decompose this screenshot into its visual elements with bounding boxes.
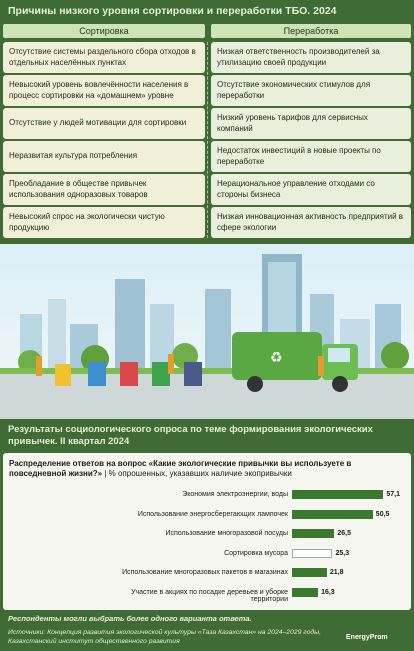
bar-category-label: Участие в акциях по посадке деревьев и уборке территории xyxy=(131,588,288,603)
bar-value-label: 21,8 xyxy=(329,569,344,576)
bar-value-label: 16,3 xyxy=(321,588,335,596)
bar xyxy=(292,510,373,519)
bar-category-label: Использование энергосберегающих лампочек xyxy=(137,510,288,518)
question-bold: Распределение ответов на вопрос «Какие экологические привычки вы используете в повседневной жизни?» xyxy=(9,459,352,478)
bar xyxy=(292,529,334,538)
energyprom-logo: EnergyProm xyxy=(346,634,388,641)
bar-category-label: Использование многоразовой посуды xyxy=(165,530,288,537)
bar-value-label: 26,5 xyxy=(337,530,352,537)
sorting-reason: Невысокий уровень вовлечённости населения в процесс сортировки на «домашнем» уровне xyxy=(3,75,205,106)
survey-question xyxy=(9,459,405,479)
sorting-reason: Невысокий спрос на экологически чистую продукцию xyxy=(3,207,205,238)
bar xyxy=(292,490,383,499)
bar-category-label: Сортировка мусора xyxy=(224,549,288,557)
bar xyxy=(292,568,327,577)
illustration-svg xyxy=(0,244,414,419)
bar-category-label: Использование многоразовых пакетов в магазинах xyxy=(122,569,288,576)
sorting-reason: Отсутствие системы раздельного сбора отходов в отдельных населённых пунктах xyxy=(3,42,205,73)
bar-category-label: Экономия электроэнергии, воды xyxy=(182,491,288,498)
column-divider xyxy=(207,42,208,238)
bar xyxy=(292,588,318,597)
sorting-reason: Неразвитая культура потребления xyxy=(3,141,205,172)
svg-text:♻: ♻ xyxy=(270,350,283,366)
recycling-reason: Низкая инновационная активность предприятий в сфере экологии xyxy=(211,207,411,238)
footnote: Респонденты могли выбрать более одного варианта ответа. xyxy=(8,614,252,623)
sorting-header: Сортировка xyxy=(3,24,205,38)
bar-value-label: 50,5 xyxy=(375,510,390,518)
recycling-reason: Низкая ответственность производителей за утилизацию своей продукции xyxy=(211,42,411,73)
bar-value-label: 57,1 xyxy=(386,491,400,498)
recycling-reason: Низкий уровень тарифов для сервисных компаний xyxy=(211,108,411,139)
source-note: Источники: Концепция развития экологической культуры «Таза Казахстан» на 2024–2029 годы, Казахстанский институт общественного развития xyxy=(8,629,322,645)
sorting-reason: Отсутствие у людей мотивации для сортировки xyxy=(3,108,205,139)
bar-value-label: 25,3 xyxy=(335,549,350,557)
city-recycling-illustration xyxy=(0,244,414,419)
bar xyxy=(292,549,332,558)
recycling-reason: Недостаток инвестиций в новые проекты по переработке xyxy=(211,141,411,172)
survey-title: Результаты социологического опроса по теме формирования экологических привычек. II квартал 2024 xyxy=(8,424,373,447)
recycling-header: Переработка xyxy=(211,24,411,38)
recycling-reason: Нерациональное управление отходами со стороны бизнеса xyxy=(211,174,411,205)
recycling-reason: Отсутствие экономических стимулов для переработки xyxy=(211,75,411,106)
reasons-title: Причины низкого уровня сортировки и переработки ТБО. 2024 xyxy=(8,5,337,17)
question-rest: | % опрошенных, указавших наличие экопривычки xyxy=(102,469,292,478)
sorting-reason: Преобладание в обществе привычек использования одноразовых товаров xyxy=(3,174,205,205)
